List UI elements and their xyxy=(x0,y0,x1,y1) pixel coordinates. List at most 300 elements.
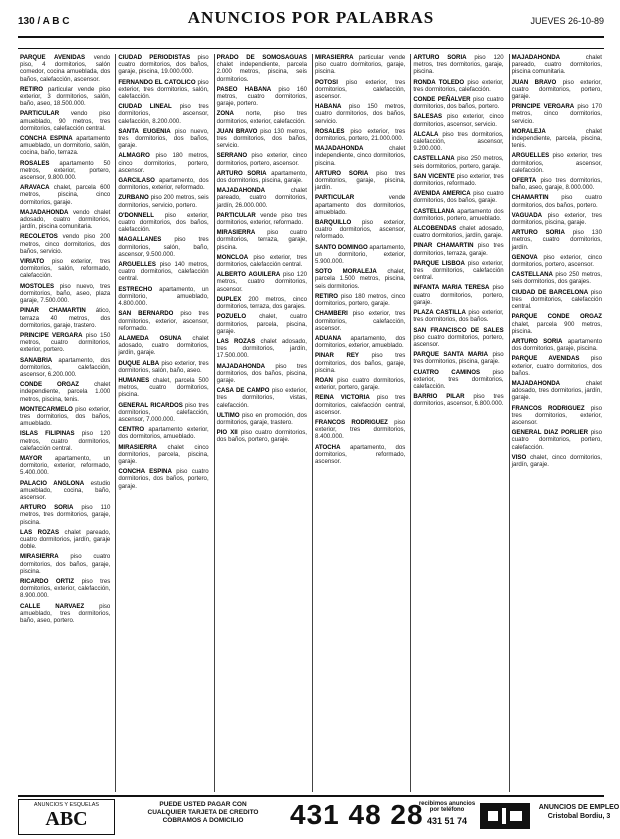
phone-ads xyxy=(418,801,476,826)
ad-text: particular vende piso exterior, 3 dormitorios, salón, baño, aseo, 18.500.000. xyxy=(20,85,111,108)
ad-text: piso 120 metros, cuatro dormitorios, ascensor. xyxy=(216,271,307,293)
ad-text: piso tres dormitorios, calefacción, ascensor, 9.200.000. xyxy=(413,130,504,153)
ad-heading: MIRASIERRA xyxy=(216,229,256,237)
ad-text: piso tres dormitorios, calefacción central. xyxy=(511,288,602,311)
classified-ad xyxy=(413,208,503,222)
ad-text: piso exterior, cuatro dormitorios, dos baños, calefacción. xyxy=(118,211,209,234)
ad-heading: PARTICULAR xyxy=(216,211,256,219)
ad-heading: MORALEJA xyxy=(511,127,546,135)
classified-ad xyxy=(512,128,602,150)
classified-ad xyxy=(217,363,307,385)
ad-text: apartamento, dos dormitorios, exterior, amueblado. xyxy=(314,334,406,350)
ad-heading: ALCALA xyxy=(413,130,439,138)
ad-text: piso 130 metros, tres dormitorios, dos baños, servicio. xyxy=(216,127,307,150)
ad-text: chalet adosado, cuatro dormitorios, jardín, garaje. xyxy=(118,334,209,357)
ad-text: piso tres dormitorios, calefacción central, ascensor. xyxy=(314,394,406,416)
ad-heading: ROSALES xyxy=(20,159,50,167)
ad-text: chalet independiente, parcela, piscina, tenis. xyxy=(511,127,602,150)
phone-ads-label: recibimos anuncios por teléfono xyxy=(418,801,476,813)
ad-heading: ARTURO SORIA xyxy=(511,337,563,345)
ad-text: chalet pareado, cuatro dormitorios, jardín, garaje doble. xyxy=(20,528,111,551)
ad-heading: ARTURO SORIA xyxy=(216,169,267,177)
classified-ad xyxy=(512,212,602,226)
ad-heading: SANTO DOMINGO xyxy=(314,243,368,251)
classified-ad xyxy=(315,335,405,349)
classified-ad xyxy=(118,468,208,490)
classified-ad xyxy=(217,271,307,293)
classified-ad xyxy=(20,553,110,575)
classified-ad xyxy=(20,406,110,428)
ad-text: piso 180 metros, cinco dormitorios, portero, ascensor. xyxy=(118,152,209,174)
classified-ad xyxy=(20,480,110,502)
classified-ad xyxy=(118,194,208,208)
ad-heading: GENERAL DIAZ PORLIER xyxy=(511,429,589,437)
ad-heading: CONCHA ESPINA xyxy=(118,468,172,476)
ad-heading: ALBERTO AGUILERA xyxy=(216,271,281,279)
classified-ad xyxy=(512,429,602,451)
ad-heading: PALACIO ANGLONA xyxy=(20,479,85,487)
ad-text: piso tres dormitorios, piscina, garaje. xyxy=(413,351,504,366)
classified-ad xyxy=(413,309,503,323)
ad-text: piso exterior, tres dormitorios, portero, 21.000.000. xyxy=(314,127,406,143)
ad-heading: SANABRIA xyxy=(20,356,53,364)
ad-heading: CASA DE CAMPO xyxy=(216,387,270,395)
ad-heading: FRANCOS RODRIGUEZ xyxy=(511,404,585,412)
ad-text: chalet adosado, cuatro dormitorios, jardín, garaje. xyxy=(413,225,504,240)
ad-text: piso exterior, cuatro dormitorios, ascensor, reformado. xyxy=(314,219,406,241)
ad-heading: ARGUELLES xyxy=(118,261,156,269)
ad-heading: RONDA TOLEDO xyxy=(413,78,465,86)
ad-text: piso tres dormitorios, dos baños, piscina, garaje. xyxy=(216,362,307,384)
ad-text: piso 250 metros, seis dormitorios, portero, garaje. xyxy=(413,155,504,170)
ad-heading: DUPLEX xyxy=(216,295,242,303)
ad-text: piso exterior, tres dormitorios, calefacción, ascensor. xyxy=(314,78,406,101)
classified-ad xyxy=(315,419,405,441)
ad-heading: SAN BERNARDO xyxy=(118,310,174,318)
classified-ad xyxy=(20,110,110,132)
classified-ad xyxy=(512,79,602,101)
ad-heading: JUAN BRAVO xyxy=(511,78,557,86)
classified-ad xyxy=(217,54,307,83)
ad-text: piso tres dormitorios, terraza, garaje. xyxy=(413,242,504,257)
column-4 xyxy=(312,54,407,792)
ad-heading: BARQUILLO xyxy=(314,219,352,227)
classified-ad xyxy=(315,377,405,391)
ad-text: apartamento, dos dormitorios, piscina, garaje. xyxy=(216,169,307,185)
ad-text: apartamento exterior, dos dormitorios, amueblado. xyxy=(118,426,209,441)
classified-ad xyxy=(512,289,602,311)
classified-ad xyxy=(512,380,602,402)
ad-heading: RECOLETOS xyxy=(20,233,58,241)
classified-ad xyxy=(315,244,405,266)
ad-heading: MAJADAHONDA xyxy=(314,145,364,153)
ad-text: piso nuevo, tres dormitorios, baño, aseo, plaza garaje, 7.500.000. xyxy=(20,282,111,305)
ad-heading: MOSTOLES xyxy=(20,282,55,290)
classified-ad xyxy=(20,135,110,157)
classified-ad xyxy=(413,155,503,169)
classified-ad xyxy=(20,283,110,305)
ad-heading: PRADO DE SOMOSAGUAS xyxy=(216,54,307,61)
classified-ad xyxy=(217,212,307,226)
classified-ad xyxy=(315,79,405,101)
ad-heading: MONCLOA xyxy=(216,253,249,261)
ad-text: piso cuatro dormitorios, portero, calefacción. xyxy=(511,429,602,451)
ad-text: chalet pareado, cuatro dormitorios, jardín, 26.000.000. xyxy=(216,187,307,209)
ad-text: chalet, parcela 500 metros, cuatro dormitorios, piscina. xyxy=(118,376,209,399)
ad-text: chalet, cinco dormitorios, jardín, garaje. xyxy=(511,453,602,468)
classified-ad xyxy=(512,454,602,468)
ad-text: piso en promoción, dos dormitorios, garaje, trastero. xyxy=(216,411,307,426)
ad-text: chalet adosado, tres dormitorios, jardín, garaje. xyxy=(511,379,602,402)
ad-heading: PARQUE LISBOA xyxy=(413,259,465,267)
classified-ad xyxy=(217,86,307,108)
classified-ad xyxy=(217,296,307,310)
ad-text: piso exterior, tres dormitorios, dos baños, amueblado. xyxy=(20,405,111,428)
ad-heading: JUAN BRAVO xyxy=(216,127,258,135)
column-3 xyxy=(214,54,309,792)
ad-heading: RICARDO ORTIZ xyxy=(20,578,75,585)
ad-text: piso cuatro dormitorios, dos baños, garaje, piscina. xyxy=(20,553,111,575)
ad-text: ático, terraza 40 metros, dos dormitorios, garaje, trastero. xyxy=(20,307,111,329)
classified-ad xyxy=(512,177,602,191)
ad-heading: MAJADAHONDA xyxy=(20,208,69,216)
ad-text: piso cuatro dormitorios, dos baños, garaje, piscina, 19.000.000. xyxy=(118,54,209,76)
header-rule xyxy=(18,36,604,38)
classified-ad xyxy=(315,170,405,192)
ad-text: piso cuatro dormitorios, dos baños, portero. xyxy=(413,96,504,111)
ad-text: piso cuatro dormitorios, portero, ascensor. xyxy=(413,333,504,348)
classified-ad xyxy=(118,177,208,191)
classified-ad xyxy=(315,352,405,374)
ad-heading: LAS ROZAS xyxy=(20,528,60,536)
ad-heading: CASTELLANA xyxy=(511,271,553,279)
classified-ad xyxy=(20,603,110,625)
column-1 xyxy=(18,54,112,792)
ad-text: piso exterior, tres dormitorios, ascensor, calefacción. xyxy=(511,152,602,174)
ad-text: piso exterior, tres dormitorios, salón, reformado, calefacción. xyxy=(20,258,111,280)
classified-ad xyxy=(217,412,307,426)
ad-heading: CIUDAD DE BARCELONA xyxy=(511,288,589,296)
classified-ad xyxy=(20,86,110,108)
ad-heading: PRINCIPE VERGARA xyxy=(511,103,575,111)
ad-text: piso 140 metros, cuatro dormitorios, calefacción central. xyxy=(118,261,209,283)
classified-ad xyxy=(413,225,503,239)
ad-heading: HABANA xyxy=(314,103,342,111)
classified-ad xyxy=(118,360,208,374)
column-2 xyxy=(115,54,210,792)
ad-heading: OFERTA xyxy=(511,177,537,185)
classified-ad xyxy=(413,113,503,127)
ad-text: piso tres dormitorios, exterior, ascensor. xyxy=(511,404,602,426)
classified-ad xyxy=(315,145,405,167)
main-phone: 431 48 28 xyxy=(290,799,424,830)
ad-text: piso exterior, tres dormitorios, salón, baño, aseo. xyxy=(118,359,209,374)
ad-text: piso 150 metros, cuatro dormitorios, exterior, portero. xyxy=(20,331,111,354)
ad-heading: CIUDAD PERIODISTAS xyxy=(118,54,191,61)
classified-ad xyxy=(512,405,602,427)
phone-ads-number: 431 51 74 xyxy=(426,816,468,826)
ad-heading: CENTRO xyxy=(118,426,145,434)
classified-ad xyxy=(118,286,208,308)
ad-heading: PARTICULAR xyxy=(314,194,355,202)
card-line-1: PUEDE USTED PAGAR CON xyxy=(159,801,247,808)
ad-heading: ARGUELLES xyxy=(511,152,550,160)
ad-heading: GENERAL RICARDOS xyxy=(118,401,183,409)
classified-ad xyxy=(20,54,110,83)
ad-heading: SALESAS xyxy=(413,113,443,121)
classified-ad xyxy=(512,313,602,335)
classified-ad xyxy=(413,369,503,391)
ad-text: piso 200 metros, seis dormitorios, servicio, portero. xyxy=(118,194,209,209)
classified-ad xyxy=(217,128,307,150)
classified-ad xyxy=(512,229,602,251)
ad-heading: PINAR CHAMARTIN xyxy=(413,242,474,250)
classified-ad xyxy=(512,355,602,377)
classified-ad xyxy=(217,254,307,268)
classified-ad xyxy=(20,258,110,280)
classified-ad xyxy=(20,233,110,255)
classified-ad xyxy=(413,242,503,256)
ad-heading: MAGALLANES xyxy=(118,236,162,244)
ad-heading: PIO XII xyxy=(216,429,238,437)
classified-ad xyxy=(20,430,110,452)
ad-heading: ADUANA xyxy=(314,334,342,342)
classified-ad xyxy=(512,103,602,125)
ad-heading: ALCOBENDAS xyxy=(413,225,457,233)
classified-ad xyxy=(217,338,307,360)
ad-heading: ARTURO SORIA xyxy=(511,229,565,237)
credit-card-notice xyxy=(118,801,288,825)
classified-ad xyxy=(118,335,208,357)
ad-text: piso cuatro dormitorios, terraza, garaje, piscina. xyxy=(216,229,307,251)
ad-heading: REINA VICTORIA xyxy=(314,394,370,402)
issue-date: JUEVES 26-10-89 xyxy=(530,16,604,26)
classified-ad xyxy=(413,260,503,282)
ad-text: piso exterior, cuatro dormitorios, portero, garaje. xyxy=(511,78,602,101)
classified-ad xyxy=(217,187,307,209)
ad-heading: INFANTA MARIA TERESA xyxy=(413,284,490,292)
ad-text: piso exterior, cinco dormitorios, portero, ascensor. xyxy=(511,253,602,269)
ad-heading: FRANCOS RODRIGUEZ xyxy=(314,418,388,426)
ad-heading: PLAZA CASTILLA xyxy=(413,309,466,317)
ad-text: piso 160 metros, cuatro dormitorios, garaje, portero. xyxy=(216,85,307,108)
ad-text: piso 120 metros, cuatro dormitorios, calefacción central. xyxy=(20,430,111,452)
classified-ad xyxy=(217,152,307,166)
page-header xyxy=(18,6,604,36)
card-line-2: CUALQUIER TARJETA DE CREDITO xyxy=(147,809,259,816)
classified-ad xyxy=(315,310,405,332)
classified-ad xyxy=(217,429,307,443)
classified-ad xyxy=(413,79,503,93)
classified-ad xyxy=(20,578,110,600)
classified-ad xyxy=(118,261,208,283)
ad-heading: ARAVACA xyxy=(20,184,50,192)
header-rule-thin xyxy=(18,48,604,49)
ad-text: apartamento, dos dormitorios, calefacción, ascensor, 6.200.000. xyxy=(20,356,111,378)
classified-ad xyxy=(315,444,405,466)
ad-text: piso exterior, tres dormitorios, calefacción central. xyxy=(216,253,307,269)
ad-text: norte, piso tres dormitorios, exterior, calefacción. xyxy=(216,110,307,125)
ad-text: piso cuatro dormitorios, dos baños, portero, garaje. xyxy=(216,429,307,444)
ad-text: apartamento dos dormitorios, portero, amueblado. xyxy=(413,207,504,222)
ad-heading: BARRIO PILAR xyxy=(413,393,465,401)
classified-ad xyxy=(118,54,208,76)
ad-heading: ROAN xyxy=(314,376,333,384)
ad-text: chalet cinco dormitorios, parcela, piscina, garaje. xyxy=(118,443,209,465)
ad-text: piso tres dormitorios, baño, aseo, garaje, 8.000.000. xyxy=(511,177,602,192)
classified-ad xyxy=(118,236,208,258)
ad-heading: HUMANES xyxy=(118,376,150,384)
classified-ad xyxy=(413,351,503,365)
ad-text: piso tres dormitorios, garaje, piscina, jardín. xyxy=(314,169,406,192)
logo-block-icon xyxy=(480,803,530,829)
classified-ad xyxy=(413,284,503,306)
ad-text: apartamento amueblado, un dormitorio, salón, cocina, baño, terraza. xyxy=(20,135,111,157)
ad-text: piso exterior, tres dormitorios, calefacción. xyxy=(413,78,504,93)
ad-heading: MIRASIERRA xyxy=(314,54,354,61)
ad-heading: CASTELLANA xyxy=(413,155,455,163)
classified-ad xyxy=(413,96,503,110)
classified-ad xyxy=(413,393,503,407)
ad-text: piso exterior, tres dormitorios, salón, calefacción. xyxy=(118,78,209,101)
ad-heading: PARTICULAR xyxy=(20,110,60,118)
classified-ad xyxy=(118,79,208,101)
classified-ad xyxy=(20,184,110,206)
ad-text: vendo piso amueblado, 90 metros, tres dormitorios, calefacción central. xyxy=(20,110,111,132)
classified-ad xyxy=(118,212,208,234)
ad-heading: AVENIDA AMERICA xyxy=(413,190,471,198)
employment-ads xyxy=(534,803,620,821)
classified-ad xyxy=(20,160,110,182)
ad-heading: RETIRO xyxy=(314,292,339,300)
ad-heading: VIRIATO xyxy=(20,258,45,266)
ad-text: piso exterior, tres dormitorios, reformado. xyxy=(413,172,504,188)
ad-heading: CUATRO CAMINOS xyxy=(413,368,481,376)
ad-text: piso nuevo, tres dormitorios, dos baños, garaje. xyxy=(118,127,209,150)
ad-text: piso 110 metros, tres dormitorios, garaje, piscina. xyxy=(20,504,111,526)
ad-heading: PARQUE SANTA MARIA xyxy=(413,351,489,359)
ad-heading: PASEO HABANA xyxy=(216,85,272,93)
classified-ad xyxy=(315,103,405,125)
classified-ad xyxy=(217,170,307,184)
ad-heading: GARCILASO xyxy=(118,177,155,185)
abc-logo: ABC xyxy=(45,808,88,830)
ad-heading: MIRASIERRA xyxy=(118,443,157,451)
classified-ad xyxy=(20,357,110,379)
ad-text: piso exterior, tres dormitorios, dos baños. xyxy=(413,309,504,324)
ad-heading: MAYOR xyxy=(20,454,43,462)
section-title: ANUNCIOS POR PALABRAS xyxy=(187,8,435,27)
card-line-3: COBRAMOS A DOMICILIO xyxy=(162,817,244,824)
classified-ad xyxy=(413,190,503,204)
ad-heading: PINAR CHAMARTIN xyxy=(20,307,86,315)
ad-heading: ALMAGRO xyxy=(118,152,150,160)
classified-ad xyxy=(118,310,208,332)
ad-heading: POTOSI xyxy=(314,78,338,86)
classified-ad xyxy=(315,394,405,416)
ad-text: piso cuatro dormitorios, dos baños, garaje. xyxy=(413,190,504,205)
ad-heading: CONDE PEÑALVER xyxy=(413,96,471,104)
ad-text: piso exterior, cuatro dormitorios, dos baños. xyxy=(511,355,602,377)
ad-text: piso amueblado, tres dormitorios, baño, aseo, portero. xyxy=(20,602,111,625)
ad-heading: MONTECARMELO xyxy=(20,405,73,413)
ad-heading: CONDE ORGAZ xyxy=(20,381,80,389)
ad-heading: CHAMBERI xyxy=(314,310,348,318)
classified-ad xyxy=(217,387,307,409)
ad-heading: CASTELLANA xyxy=(413,207,455,215)
ad-heading: PARQUE AVENIDAS xyxy=(511,355,580,363)
classified-ad xyxy=(315,54,405,76)
classified-ad xyxy=(20,381,110,403)
employment-address: Cristobal Bordiu, 3 xyxy=(547,813,611,820)
classified-ad xyxy=(20,332,110,354)
ad-text: piso exterior, cinco dormitorios, portero, ascensor. xyxy=(216,152,307,167)
ad-text: apartamento, dos dormitorios, exterior, reformado. xyxy=(118,177,209,192)
ad-text: piso exterior, tres dormitorios, calefacción. xyxy=(413,368,504,390)
ad-heading: ARTURO SORIA xyxy=(20,504,74,512)
classified-ad xyxy=(20,455,110,477)
classified-ad xyxy=(118,152,208,174)
ad-heading: SAN VICENTE xyxy=(413,172,455,180)
ad-heading: FERNANDO EL CATOLICO xyxy=(118,78,196,86)
ad-text: particular vende piso cuatro dormitorios, garaje, piscina. xyxy=(314,54,406,76)
ad-text: piso 180 metros, cinco dormitorios, portero, garaje. xyxy=(314,292,406,308)
ad-text: piso tres dormitorios, ascensor, calefacción, 8.200.000. xyxy=(118,103,209,125)
ad-heading: PINAR REY xyxy=(314,352,359,360)
ad-text: chalet independiente, parcela 2.000 metros, piscina, seis dormitorios. xyxy=(216,61,307,83)
ad-text: piso 170 metros, cinco dormitorios, servicio. xyxy=(511,103,602,125)
classified-ad xyxy=(512,338,602,352)
ad-heading: ATOCHA xyxy=(314,443,341,451)
ad-text: vendo chalet adosado, cuatro dormitorios, jardín, piscina comunitaria. xyxy=(20,208,111,231)
classified-ad xyxy=(413,173,503,187)
classified-ad xyxy=(118,444,208,466)
ad-heading: ZONA xyxy=(216,110,234,118)
classified-ad xyxy=(315,128,405,142)
ad-heading: POZUELO xyxy=(216,313,247,321)
classified-ad xyxy=(512,271,602,285)
ad-heading: ZURBANO xyxy=(118,194,149,202)
ad-heading: SERRANO xyxy=(216,152,248,160)
ad-text: apartamento, un dormitorio, amueblado, 4.800.000. xyxy=(118,285,209,308)
ad-text: apartamento, dos dormitorios, reformado, ascensor. xyxy=(314,443,406,465)
classified-ad xyxy=(512,254,602,268)
ad-text: chalet, parcela 1.500 metros, piscina, seis dormitorios. xyxy=(314,268,406,290)
ad-heading: ULTIMO xyxy=(216,411,240,419)
ad-text: piso cuatro dormitorios, portero, garaje. xyxy=(413,284,504,306)
ad-heading: RETIRO xyxy=(20,85,44,93)
ad-text: chalet pareado, cuatro dormitorios, piscina comunitaria. xyxy=(511,54,602,76)
ad-heading: CIUDAD LINEAL xyxy=(118,103,172,111)
ad-text: piso 130 metros, cuatro dormitorios, jardín. xyxy=(511,229,602,251)
ad-heading: PARQUE CONDE ORGAZ xyxy=(511,313,602,321)
ad-heading: CHAMARTIN xyxy=(511,194,549,202)
classified-ad xyxy=(118,402,208,424)
ad-text: piso tres dormitorios, salón, baño, ascensor, 9.500.000. xyxy=(118,236,209,258)
ad-text: piso 250 metros, seis dormitorios, dos garajes. xyxy=(511,271,602,286)
footer-ads xyxy=(18,795,620,835)
ad-text: piso exterior, tres dormitorios, 8.400.000. xyxy=(314,418,406,441)
ad-text: chalet, cuatro dormitorios, parcela, piscina, garaje. xyxy=(216,313,307,335)
ad-heading: ESTRECHO xyxy=(118,285,153,293)
ad-text: chalet adosado, tres dormitorios, jardín, 17.500.000. xyxy=(216,337,307,360)
ad-text: chalet independiente, cinco dormitorios, piscina. xyxy=(314,145,406,167)
ad-text: vende apartamento dos dormitorios, amueblado. xyxy=(314,194,406,216)
classified-ad xyxy=(20,209,110,231)
ad-heading: SAN FRANCISCO DE SALES xyxy=(413,326,504,334)
ad-heading: SANTA EUGENIA xyxy=(118,127,171,135)
classified-ad xyxy=(20,504,110,526)
